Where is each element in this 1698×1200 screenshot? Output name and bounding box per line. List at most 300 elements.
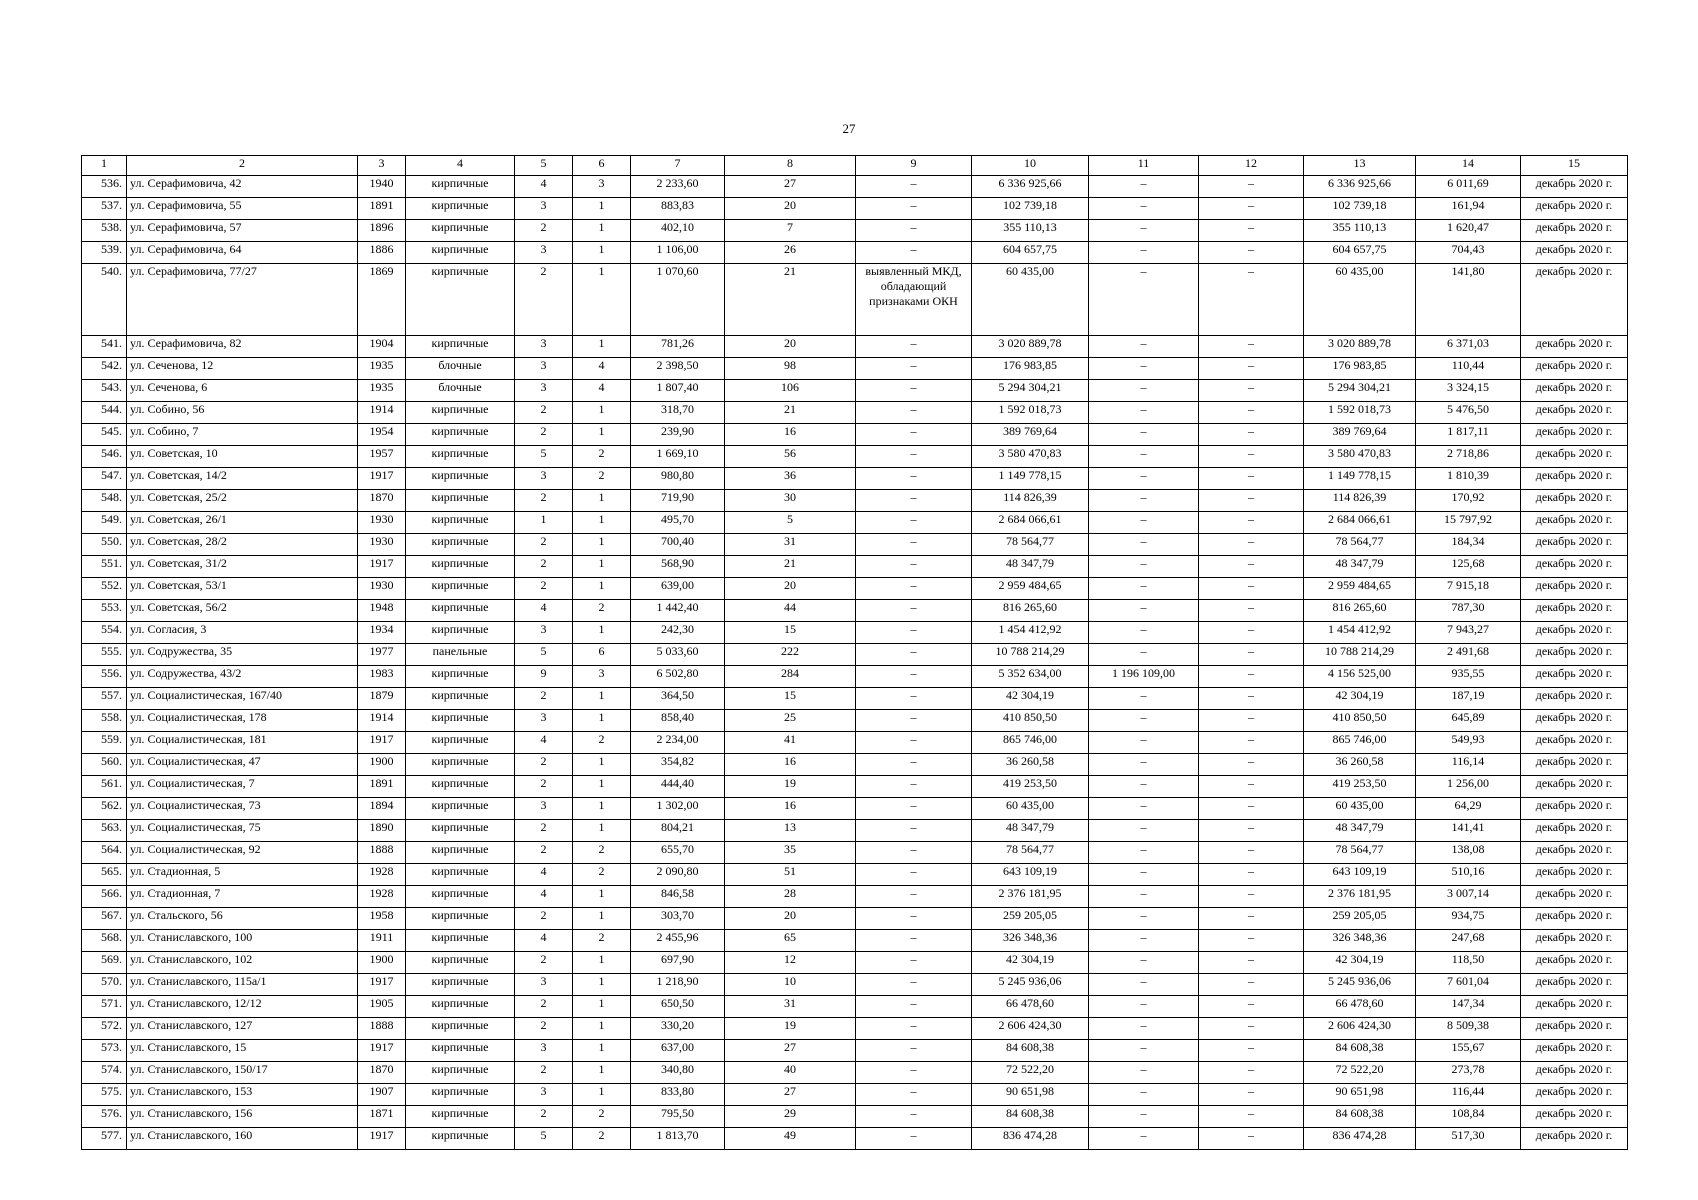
column-number-header: 8	[725, 156, 856, 176]
cost-per-sqm-cell: 15 797,92	[1416, 512, 1521, 534]
note-cell: –	[856, 176, 972, 198]
completion-date-cell: декабрь 2020 г.	[1521, 710, 1628, 732]
address-cell: ул. Станиславского, 102	[127, 952, 358, 974]
row-index-cell: 570.	[82, 974, 127, 996]
completion-date-cell: декабрь 2020 г.	[1521, 930, 1628, 952]
cost-other-cell: –	[1089, 578, 1199, 600]
total-area-cell: 303,70	[631, 908, 725, 930]
cost-fund-cell: 78 564,77	[1304, 842, 1416, 864]
row-index-cell: 567.	[82, 908, 127, 930]
total-area-cell: 1 302,00	[631, 798, 725, 820]
cost-other-cell: –	[1089, 688, 1199, 710]
row-index-cell: 547.	[82, 468, 127, 490]
total-area-cell: 2 234,00	[631, 732, 725, 754]
entrances-cell: 2	[573, 446, 631, 468]
cost-fund-cell: 2 606 424,30	[1304, 1018, 1416, 1040]
note-cell: –	[856, 242, 972, 264]
floors-cell: 2	[515, 556, 573, 578]
cost-per-sqm-cell: 125,68	[1416, 556, 1521, 578]
residents-cell: 29	[725, 1106, 856, 1128]
row-index-cell: 553.	[82, 600, 127, 622]
total-area-cell: 1 218,90	[631, 974, 725, 996]
row-index-cell: 568.	[82, 930, 127, 952]
cost-extra-cell: –	[1199, 820, 1304, 842]
address-cell: ул. Социалистическая, 167/40	[127, 688, 358, 710]
cost-fund-cell: 102 739,18	[1304, 198, 1416, 220]
total-cost-cell: 36 260,58	[972, 754, 1089, 776]
address-cell: ул. Станиславского, 12/12	[127, 996, 358, 1018]
address-cell: ул. Социалистическая, 92	[127, 842, 358, 864]
cost-fund-cell: 42 304,19	[1304, 952, 1416, 974]
note-cell: –	[856, 578, 972, 600]
cost-per-sqm-cell: 2 491,68	[1416, 644, 1521, 666]
total-area-cell: 1 669,10	[631, 446, 725, 468]
cost-other-cell: –	[1089, 534, 1199, 556]
cost-extra-cell: –	[1199, 1084, 1304, 1106]
column-number-header: 3	[358, 156, 406, 176]
row-index-cell: 541.	[82, 336, 127, 358]
completion-date-cell: декабрь 2020 г.	[1521, 754, 1628, 776]
completion-date-cell: декабрь 2020 г.	[1521, 242, 1628, 264]
year-built-cell: 1914	[358, 710, 406, 732]
cost-fund-cell: 10 788 214,29	[1304, 644, 1416, 666]
total-area-cell: 781,26	[631, 336, 725, 358]
entrances-cell: 1	[573, 424, 631, 446]
total-area-cell: 700,40	[631, 534, 725, 556]
cost-other-cell: –	[1089, 600, 1199, 622]
cost-fund-cell: 42 304,19	[1304, 688, 1416, 710]
cost-per-sqm-cell: 273,78	[1416, 1062, 1521, 1084]
completion-date-cell: декабрь 2020 г.	[1521, 512, 1628, 534]
residents-cell: 35	[725, 842, 856, 864]
entrances-cell: 1	[573, 242, 631, 264]
total-cost-cell: 1 592 018,73	[972, 402, 1089, 424]
total-area-cell: 6 502,80	[631, 666, 725, 688]
address-cell: ул. Социалистическая, 181	[127, 732, 358, 754]
floors-cell: 2	[515, 996, 573, 1018]
completion-date-cell: декабрь 2020 г.	[1521, 600, 1628, 622]
address-cell: ул. Собино, 56	[127, 402, 358, 424]
floors-cell: 3	[515, 974, 573, 996]
wall-material-cell: кирпичные	[406, 176, 515, 198]
completion-date-cell: декабрь 2020 г.	[1521, 886, 1628, 908]
table-row	[82, 358, 1628, 380]
wall-material-cell: кирпичные	[406, 220, 515, 242]
total-cost-cell: 1 149 778,15	[972, 468, 1089, 490]
cost-fund-cell: 1 149 778,15	[1304, 468, 1416, 490]
floors-cell: 3	[515, 198, 573, 220]
wall-material-cell: кирпичные	[406, 908, 515, 930]
table-row	[82, 1106, 1628, 1128]
cost-extra-cell: –	[1199, 534, 1304, 556]
cost-other-cell: –	[1089, 1128, 1199, 1150]
total-cost-cell: 72 522,20	[972, 1062, 1089, 1084]
completion-date-cell: декабрь 2020 г.	[1521, 264, 1628, 336]
cost-fund-cell: 84 608,38	[1304, 1040, 1416, 1062]
note-cell: –	[856, 380, 972, 402]
cost-per-sqm-cell: 170,92	[1416, 490, 1521, 512]
floors-cell: 2	[515, 820, 573, 842]
cost-per-sqm-cell: 1 256,00	[1416, 776, 1521, 798]
row-index-cell: 548.	[82, 490, 127, 512]
wall-material-cell: кирпичные	[406, 578, 515, 600]
total-area-cell: 354,82	[631, 754, 725, 776]
total-cost-cell: 2 606 424,30	[972, 1018, 1089, 1040]
floors-cell: 2	[515, 688, 573, 710]
total-area-cell: 1 106,00	[631, 242, 725, 264]
note-cell: –	[856, 974, 972, 996]
completion-date-cell: декабрь 2020 г.	[1521, 820, 1628, 842]
total-cost-cell: 42 304,19	[972, 952, 1089, 974]
total-cost-cell: 1 454 412,92	[972, 622, 1089, 644]
year-built-cell: 1914	[358, 402, 406, 424]
total-area-cell: 2 398,50	[631, 358, 725, 380]
floors-cell: 2	[515, 490, 573, 512]
floors-cell: 2	[515, 578, 573, 600]
cost-other-cell: –	[1089, 336, 1199, 358]
residents-cell: 31	[725, 534, 856, 556]
cost-fund-cell: 5 245 936,06	[1304, 974, 1416, 996]
cost-fund-cell: 355 110,13	[1304, 220, 1416, 242]
note-cell: –	[856, 556, 972, 578]
table-row	[82, 952, 1628, 974]
address-cell: ул. Станиславского, 127	[127, 1018, 358, 1040]
cost-fund-cell: 1 454 412,92	[1304, 622, 1416, 644]
completion-date-cell: декабрь 2020 г.	[1521, 798, 1628, 820]
total-area-cell: 650,50	[631, 996, 725, 1018]
cost-fund-cell: 2 684 066,61	[1304, 512, 1416, 534]
year-built-cell: 1894	[358, 798, 406, 820]
total-area-cell: 364,50	[631, 688, 725, 710]
completion-date-cell: декабрь 2020 г.	[1521, 468, 1628, 490]
table-row	[82, 402, 1628, 424]
column-number-header: 11	[1089, 156, 1199, 176]
column-number-header: 7	[631, 156, 725, 176]
cost-fund-cell: 60 435,00	[1304, 798, 1416, 820]
floors-cell: 3	[515, 710, 573, 732]
floors-cell: 4	[515, 732, 573, 754]
completion-date-cell: декабрь 2020 г.	[1521, 380, 1628, 402]
address-cell: ул. Серафимовича, 55	[127, 198, 358, 220]
wall-material-cell: кирпичные	[406, 446, 515, 468]
cost-extra-cell: –	[1199, 644, 1304, 666]
total-cost-cell: 114 826,39	[972, 490, 1089, 512]
note-cell: –	[856, 688, 972, 710]
floors-cell: 2	[515, 1018, 573, 1040]
cost-fund-cell: 5 294 304,21	[1304, 380, 1416, 402]
entrances-cell: 1	[573, 754, 631, 776]
entrances-cell: 1	[573, 886, 631, 908]
residents-cell: 20	[725, 578, 856, 600]
address-cell: ул. Советская, 14/2	[127, 468, 358, 490]
note-cell: –	[856, 512, 972, 534]
cost-extra-cell: –	[1199, 336, 1304, 358]
total-area-cell: 495,70	[631, 512, 725, 534]
total-area-cell: 697,90	[631, 952, 725, 974]
address-cell: ул. Социалистическая, 47	[127, 754, 358, 776]
cost-per-sqm-cell: 147,34	[1416, 996, 1521, 1018]
cost-extra-cell: –	[1199, 908, 1304, 930]
year-built-cell: 1917	[358, 468, 406, 490]
cost-per-sqm-cell: 935,55	[1416, 666, 1521, 688]
row-index-cell: 542.	[82, 358, 127, 380]
cost-extra-cell: –	[1199, 864, 1304, 886]
row-index-cell: 560.	[82, 754, 127, 776]
year-built-cell: 1934	[358, 622, 406, 644]
cost-extra-cell: –	[1199, 842, 1304, 864]
entrances-cell: 1	[573, 264, 631, 336]
completion-date-cell: декабрь 2020 г.	[1521, 996, 1628, 1018]
total-cost-cell: 2 684 066,61	[972, 512, 1089, 534]
address-cell: ул. Согласия, 3	[127, 622, 358, 644]
total-area-cell: 858,40	[631, 710, 725, 732]
completion-date-cell: декабрь 2020 г.	[1521, 176, 1628, 198]
cost-per-sqm-cell: 8 509,38	[1416, 1018, 1521, 1040]
total-area-cell: 1 807,40	[631, 380, 725, 402]
cost-fund-cell: 389 769,64	[1304, 424, 1416, 446]
entrances-cell: 1	[573, 534, 631, 556]
table-row	[82, 176, 1628, 198]
row-index-cell: 564.	[82, 842, 127, 864]
cost-other-cell: –	[1089, 644, 1199, 666]
year-built-cell: 1900	[358, 754, 406, 776]
total-cost-cell: 102 739,18	[972, 198, 1089, 220]
floors-cell: 4	[515, 930, 573, 952]
total-cost-cell: 865 746,00	[972, 732, 1089, 754]
cost-extra-cell: –	[1199, 886, 1304, 908]
year-built-cell: 1886	[358, 242, 406, 264]
total-cost-cell: 176 983,85	[972, 358, 1089, 380]
wall-material-cell: кирпичные	[406, 864, 515, 886]
total-cost-cell: 643 109,19	[972, 864, 1089, 886]
cost-other-cell: –	[1089, 952, 1199, 974]
note-cell: –	[856, 424, 972, 446]
cost-fund-cell: 60 435,00	[1304, 264, 1416, 336]
row-index-cell: 574.	[82, 1062, 127, 1084]
completion-date-cell: декабрь 2020 г.	[1521, 622, 1628, 644]
note-cell: –	[856, 930, 972, 952]
completion-date-cell: декабрь 2020 г.	[1521, 358, 1628, 380]
row-index-cell: 573.	[82, 1040, 127, 1062]
cost-fund-cell: 419 253,50	[1304, 776, 1416, 798]
cost-fund-cell: 816 265,60	[1304, 600, 1416, 622]
table-row	[82, 886, 1628, 908]
cost-fund-cell: 643 109,19	[1304, 864, 1416, 886]
wall-material-cell: кирпичные	[406, 490, 515, 512]
cost-other-cell: –	[1089, 446, 1199, 468]
residents-cell: 56	[725, 446, 856, 468]
table-row	[82, 198, 1628, 220]
cost-fund-cell: 36 260,58	[1304, 754, 1416, 776]
wall-material-cell: кирпичные	[406, 732, 515, 754]
wall-material-cell: кирпичные	[406, 622, 515, 644]
cost-fund-cell: 114 826,39	[1304, 490, 1416, 512]
row-index-cell: 577.	[82, 1128, 127, 1150]
cost-per-sqm-cell: 108,84	[1416, 1106, 1521, 1128]
residents-cell: 19	[725, 776, 856, 798]
year-built-cell: 1905	[358, 996, 406, 1018]
column-number-header: 2	[127, 156, 358, 176]
entrances-cell: 1	[573, 402, 631, 424]
cost-extra-cell: –	[1199, 952, 1304, 974]
row-index-cell: 576.	[82, 1106, 127, 1128]
total-cost-cell: 5 352 634,00	[972, 666, 1089, 688]
table-row	[82, 864, 1628, 886]
row-index-cell: 566.	[82, 886, 127, 908]
residents-cell: 21	[725, 264, 856, 336]
year-built-cell: 1870	[358, 490, 406, 512]
year-built-cell: 1930	[358, 534, 406, 556]
cost-other-cell: –	[1089, 176, 1199, 198]
cost-fund-cell: 836 474,28	[1304, 1128, 1416, 1150]
cost-extra-cell: –	[1199, 1018, 1304, 1040]
total-area-cell: 239,90	[631, 424, 725, 446]
wall-material-cell: кирпичные	[406, 820, 515, 842]
total-cost-cell: 66 478,60	[972, 996, 1089, 1018]
entrances-cell: 1	[573, 688, 631, 710]
total-area-cell: 5 033,60	[631, 644, 725, 666]
note-cell: –	[856, 1062, 972, 1084]
residents-cell: 27	[725, 176, 856, 198]
floors-cell: 2	[515, 424, 573, 446]
cost-per-sqm-cell: 787,30	[1416, 600, 1521, 622]
total-cost-cell: 60 435,00	[972, 798, 1089, 820]
cost-other-cell: –	[1089, 974, 1199, 996]
note-cell: –	[856, 842, 972, 864]
cost-fund-cell: 84 608,38	[1304, 1106, 1416, 1128]
wall-material-cell: кирпичные	[406, 886, 515, 908]
residents-cell: 28	[725, 886, 856, 908]
cost-per-sqm-cell: 138,08	[1416, 842, 1521, 864]
total-cost-cell: 78 564,77	[972, 534, 1089, 556]
cost-per-sqm-cell: 118,50	[1416, 952, 1521, 974]
cost-extra-cell: –	[1199, 754, 1304, 776]
cost-per-sqm-cell: 7 915,18	[1416, 578, 1521, 600]
note-cell: –	[856, 336, 972, 358]
column-number-header: 9	[856, 156, 972, 176]
table-row	[82, 754, 1628, 776]
entrances-cell: 2	[573, 930, 631, 952]
total-area-cell: 846,58	[631, 886, 725, 908]
address-cell: ул. Советская, 25/2	[127, 490, 358, 512]
entrances-cell: 1	[573, 1018, 631, 1040]
floors-cell: 3	[515, 798, 573, 820]
residents-cell: 98	[725, 358, 856, 380]
cost-fund-cell: 2 959 484,65	[1304, 578, 1416, 600]
total-area-cell: 444,40	[631, 776, 725, 798]
total-cost-cell: 2 959 484,65	[972, 578, 1089, 600]
year-built-cell: 1891	[358, 776, 406, 798]
residents-cell: 16	[725, 424, 856, 446]
cost-other-cell: –	[1089, 798, 1199, 820]
year-built-cell: 1958	[358, 908, 406, 930]
cost-extra-cell: –	[1199, 220, 1304, 242]
total-area-cell: 655,70	[631, 842, 725, 864]
total-cost-cell: 836 474,28	[972, 1128, 1089, 1150]
year-built-cell: 1888	[358, 842, 406, 864]
cost-per-sqm-cell: 141,80	[1416, 264, 1521, 336]
total-area-cell: 402,10	[631, 220, 725, 242]
year-built-cell: 1935	[358, 358, 406, 380]
note-cell: –	[856, 798, 972, 820]
total-cost-cell: 816 265,60	[972, 600, 1089, 622]
year-built-cell: 1896	[358, 220, 406, 242]
total-area-cell: 1 070,60	[631, 264, 725, 336]
table-row	[82, 710, 1628, 732]
table-row	[82, 930, 1628, 952]
cost-extra-cell: –	[1199, 198, 1304, 220]
note-cell: –	[856, 908, 972, 930]
entrances-cell: 6	[573, 644, 631, 666]
note-cell: –	[856, 754, 972, 776]
cost-other-cell: –	[1089, 264, 1199, 336]
row-index-cell: 556.	[82, 666, 127, 688]
cost-other-cell: 1 196 109,00	[1089, 666, 1199, 688]
column-number-header: 4	[406, 156, 515, 176]
cost-extra-cell: –	[1199, 732, 1304, 754]
total-cost-cell: 326 348,36	[972, 930, 1089, 952]
table-row	[82, 1040, 1628, 1062]
cost-per-sqm-cell: 549,93	[1416, 732, 1521, 754]
completion-date-cell: декабрь 2020 г.	[1521, 198, 1628, 220]
table-row	[82, 242, 1628, 264]
cost-per-sqm-cell: 704,43	[1416, 242, 1521, 264]
residents-cell: 31	[725, 996, 856, 1018]
table-row	[82, 798, 1628, 820]
cost-fund-cell: 865 746,00	[1304, 732, 1416, 754]
row-index-cell: 563.	[82, 820, 127, 842]
cost-fund-cell: 1 592 018,73	[1304, 402, 1416, 424]
wall-material-cell: блочные	[406, 358, 515, 380]
cost-other-cell: –	[1089, 242, 1199, 264]
floors-cell: 2	[515, 1062, 573, 1084]
cost-per-sqm-cell: 184,34	[1416, 534, 1521, 556]
cost-per-sqm-cell: 187,19	[1416, 688, 1521, 710]
completion-date-cell: декабрь 2020 г.	[1521, 1018, 1628, 1040]
wall-material-cell: кирпичные	[406, 930, 515, 952]
total-area-cell: 883,83	[631, 198, 725, 220]
cost-other-cell: –	[1089, 622, 1199, 644]
note-cell: –	[856, 622, 972, 644]
cost-per-sqm-cell: 1 620,47	[1416, 220, 1521, 242]
wall-material-cell: кирпичные	[406, 798, 515, 820]
address-cell: ул. Содружества, 43/2	[127, 666, 358, 688]
residents-cell: 51	[725, 864, 856, 886]
year-built-cell: 1935	[358, 380, 406, 402]
table-row	[82, 1062, 1628, 1084]
entrances-cell: 1	[573, 578, 631, 600]
total-cost-cell: 84 608,38	[972, 1106, 1089, 1128]
total-cost-cell: 10 788 214,29	[972, 644, 1089, 666]
cost-other-cell: –	[1089, 842, 1199, 864]
floors-cell: 3	[515, 468, 573, 490]
wall-material-cell: кирпичные	[406, 688, 515, 710]
cost-per-sqm-cell: 1 817,11	[1416, 424, 1521, 446]
cost-other-cell: –	[1089, 424, 1199, 446]
residents-cell: 13	[725, 820, 856, 842]
residents-cell: 106	[725, 380, 856, 402]
year-built-cell: 1888	[358, 1018, 406, 1040]
year-built-cell: 1948	[358, 600, 406, 622]
year-built-cell: 1900	[358, 952, 406, 974]
residents-cell: 5	[725, 512, 856, 534]
wall-material-cell: кирпичные	[406, 402, 515, 424]
table-row	[82, 264, 1628, 336]
residents-cell: 49	[725, 1128, 856, 1150]
entrances-cell: 2	[573, 1128, 631, 1150]
wall-material-cell: кирпичные	[406, 842, 515, 864]
cost-extra-cell: –	[1199, 688, 1304, 710]
